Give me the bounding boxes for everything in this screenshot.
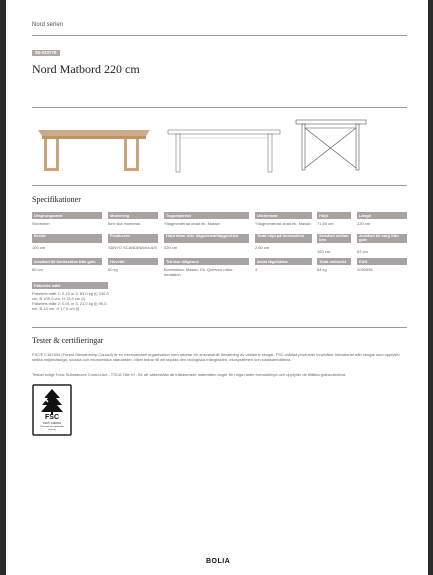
spec-header: Längd: [357, 212, 407, 219]
spec-header: EAN: [357, 258, 407, 265]
specifications-heading: Specifikationer: [32, 195, 81, 204]
spec-header-package: Paketets mått: [32, 282, 108, 289]
spec-value: 84 kg: [317, 267, 327, 272]
fsc-paragraph: FSC® C181534 (Forest Stewardship Council) är en internationell organisation som arbetar för ansvarsfullt förvaltning av världens skogar. FSC-märkta produkter innehåller trämaterial från skogar som uppfyller strikta miljömässiga, sociala och ekonomiska standarder, vilket bidrar till att skydda den biologiska mångfalden, ekosystemen och lokalsamhällena.: [32, 352, 400, 362]
spec-value: 2,60 cm: [255, 245, 270, 250]
spec-value: SANYO SCANDINAVIA A/S: [108, 245, 158, 250]
spec-header: Huvvikt: [108, 258, 158, 265]
spec-header: Undermate: [255, 212, 312, 219]
images-divider: [32, 185, 407, 186]
spec-value: 71,60 cm: [317, 221, 334, 226]
spec-value: 62 cm: [357, 249, 368, 254]
spec-header: Höjd ätbar inkl. ilägsskiva/Säggeskiva: [164, 234, 249, 243]
spec-header: Toppmaterial: [164, 212, 249, 219]
top-divider: [32, 35, 407, 36]
spec-header: Bredd: [32, 234, 102, 243]
product-title: Nord Matbord 220 cm: [32, 62, 140, 76]
spec-value: 420 cm: [164, 245, 178, 250]
fsc-logo-text: FSC: [45, 414, 59, 421]
brand-logo: BOLIA: [206, 558, 231, 565]
spec-value: 69 cm: [32, 267, 43, 272]
spec-header: Avstånd mellan ben: [317, 234, 351, 243]
spec-value: 220 cm: [357, 221, 371, 226]
product-images: [32, 116, 407, 178]
spec-header: Avstånd till sarg från golv: [357, 234, 407, 243]
product-number-badge: 35-033778: [32, 50, 60, 56]
spec-header: Avstånd till bordsskiva från golv: [32, 258, 102, 265]
spec-value: Slovenien: [32, 221, 50, 226]
spec-value: Ben ska monteras: [108, 221, 141, 226]
spec-value: 4: [255, 267, 258, 272]
fsc-logo: [32, 384, 72, 436]
spec-value: 163 cm: [317, 249, 331, 254]
spec-value: Ytlagmenterad obad ek. Massiv: [164, 221, 221, 226]
title-divider: [32, 107, 407, 108]
table-line-drawing-front: [164, 116, 284, 176]
tests-heading: Tester & certifieringar: [32, 336, 104, 345]
table-photo: [34, 116, 154, 176]
spec-value-package: Paketets mått 1: 0,19 m 3, 63,0 kg (l) 230,0 cm, B 109,0 cm, H 13,0 cm (l) Paketets mått 2: 0,01 m 3, 21,0 kg (l) 95,0 cm, B 13 cm, H 17,0 cm (l): [32, 291, 109, 311]
spec-header: Antal fågelskiva: [255, 258, 312, 265]
series-label: Nord serien: [32, 22, 64, 28]
spec-value: 100 cm: [32, 245, 46, 250]
spec-sheet-page: [6, 0, 428, 575]
tsca-paragraph: Testad enligt Toxic Substances Control Act - TSCA Title VI - för att säkerställa att träbaserade materialen avger för höga halter formaldehyd och uppfyller de tillåtna gränsvärdena.: [32, 372, 347, 377]
spec-value: 60 kg: [108, 267, 118, 272]
fsc-logo-tagline: The mark of responsible forestry: [40, 426, 64, 431]
spec-header: Producent: [108, 234, 158, 243]
spec-value: Ytlagmenterad obad ek. Massiv: [255, 221, 312, 226]
spec-header: Total höjd på bordsskiva: [255, 234, 312, 243]
spec-header: Trä due diligence: [164, 258, 249, 265]
spec-header: Ursprungsland: [32, 212, 102, 219]
specs-divider: [32, 327, 407, 328]
spec-header: Total nettovikt: [317, 258, 351, 265]
table-line-drawing-side: [294, 116, 374, 176]
spec-header: Höjd: [317, 212, 351, 219]
spec-header: Montering: [108, 212, 158, 219]
spec-value: 2090536: [357, 267, 373, 272]
fsc-logo-code: FSC® C181534: [43, 422, 61, 425]
spec-value: Bordsskiva: Massiv. Ek. Quercus robur. Inrotation: [164, 267, 234, 277]
